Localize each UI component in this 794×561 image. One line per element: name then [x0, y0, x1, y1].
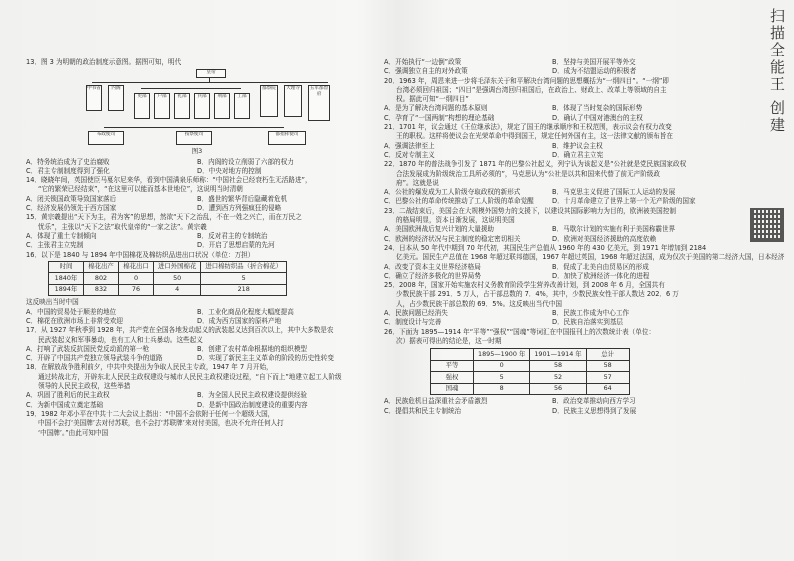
- table-cell: 8: [474, 383, 530, 395]
- q22-option-c: C．巴黎公社的革命传统推动了工人阶级的革命觉醒: [384, 197, 534, 206]
- q19-options: [384, 58, 720, 77]
- q18-line-2: 通过转战北方，开辟东北人民民主政权建设与城市人民民主政权建设过程，“自下而上”地建立起工人阶级: [38, 372, 342, 381]
- diagram-node-dudu: 五军都督府: [308, 85, 330, 121]
- left-column: [26, 58, 368, 438]
- q16-option-d: D．成为西方国家的原料产地: [197, 316, 282, 325]
- table-header-cell: [431, 349, 474, 361]
- q13-stem: 13．图 3 为明朝的政治制度示意图。据图可知，明代: [26, 58, 182, 66]
- q23-option-d: D．欧洲对美国经济援助的高度依赖: [552, 234, 656, 243]
- q19-option-d: D．成为不结盟运动的积极者: [552, 67, 637, 76]
- q21-line-1: 21．1701 年，议会通过《王位继承法》，规定了国王的继承顺序和王权范围，表示议会有权力改变: [384, 123, 672, 132]
- q15-line-2: 忧乐”，主张以“天下之法”取代皇帝的“一家之法”。黄宗羲: [38, 222, 207, 231]
- q15-option-d: D．开启了思想启蒙的先河: [197, 241, 275, 250]
- q24-option-d: D．加快了欧洲经济一体化的进程: [552, 271, 650, 280]
- q23-line-2: 的格局明显，资本日渐发展，这说明美国: [396, 216, 515, 225]
- table-row: [49, 284, 287, 296]
- table-cell: 50: [154, 273, 201, 285]
- q21-option-b: B．维护议会主权: [552, 141, 603, 150]
- q14-option-b: B．盛世的繁华背后隐藏着危机: [197, 194, 288, 203]
- q16-option-a: A．中国的贸易处于顺差的地位: [26, 307, 117, 316]
- q21-option-c: C．反对专制主义: [384, 150, 435, 159]
- diagram-node-hu: 户部: [154, 93, 170, 119]
- q15-option-b: B．反对君主的专制统治: [197, 231, 268, 240]
- q15-line-1: 15．黄宗羲提出“天下为主，君为客”的思想，然欲“天下之治乱，不在一姓之兴亡，而在万民之: [26, 213, 302, 222]
- q23-option-b: B．马歇尔计划的实施有利于美国称霸世界: [552, 225, 676, 234]
- q25-option-a: A．民族问题已经消失: [384, 309, 448, 318]
- q19-line-3: ‘中国牌’。”由此可知中国: [38, 428, 109, 437]
- table-cell: 4: [154, 284, 201, 296]
- table-header-cell: 1895—1900 年: [474, 349, 530, 361]
- table-cell: 0: [119, 273, 154, 285]
- diagram-node-top: 皇帝: [196, 69, 226, 78]
- q26-line-2: 次）据表可得出的结论是，这一时期: [396, 336, 502, 345]
- q18-line-3: 领导的人民民主政权，这些举措: [38, 382, 131, 391]
- q16-tail: 这反映出当时中国: [26, 298, 79, 307]
- diagram-caption: 图3: [191, 147, 203, 156]
- table-cell: 5: [201, 273, 287, 285]
- diagram-node-buzheng: 布政使司: [88, 131, 124, 145]
- q20-line-2: 台湾必须回归祖国；“四目”是强调台湾回归祖国后，在政治上、财政上、改革上等领域的自主: [396, 85, 667, 94]
- q24-line-1: 24．日本从 50 年代中期到 70 年代初，其国民生产总值从 1960 年的 430 亿美元，到 1971 年增加到 2184: [384, 243, 707, 252]
- q15-options: [26, 232, 368, 251]
- q17-line-1: 17．从 1927 年秋季到 1928 年，共产党在全国各地发动起义的武装起义达到百次以上，其中大多数是农: [26, 326, 334, 335]
- scanner-watermark: 扫描全能王 创建: [768, 8, 786, 134]
- term-frequency-table: [430, 348, 630, 395]
- diagram-node-duzhihui: 都指挥使司: [268, 131, 306, 145]
- q25-line-3: 人，占少数民族干部总数的 69．5%。这反映出当代中国: [396, 299, 563, 308]
- q25-option-b: B．民族工作成为中心工作: [552, 309, 630, 318]
- q14-line-1: 14．晓晓年间，英国使臣马戛尔尼来华，看到中国满泉乐师称：“中国社会已经衰朽生无活路进”，: [26, 176, 312, 185]
- q20-option-c: C．孕育了“一国两制”构想的理论基础: [384, 113, 495, 122]
- table-cell: 58: [530, 360, 586, 372]
- table-cell: 1894年: [49, 284, 84, 296]
- q20-option-b: B．体现了当时复杂的国际形势: [552, 104, 643, 113]
- table-cell: 64: [586, 383, 629, 395]
- table-cell: 57: [586, 372, 629, 384]
- qr-code-icon: [750, 208, 784, 242]
- table-cell: 58: [586, 360, 629, 372]
- q24-line-2: 亿美元。国民生产总值在 1968 年超过联邦德国，1967 年超过英国，1968 年超过法国，成为仅次于美国的第二经济大国，日本经济: [396, 253, 785, 262]
- q16-stem: 16．以下是 1840 与 1894 年中国棉花及棉纺织品进出口状况（单位：万担）: [26, 250, 255, 259]
- q25-option-c: C．制度设计与完善: [384, 318, 442, 327]
- table-cell: 5: [474, 372, 530, 384]
- diagram-node-dali: 大理寺: [284, 85, 302, 117]
- table-header-cell: 棉花出产: [84, 261, 119, 273]
- table-header-cell: 总计: [586, 349, 629, 361]
- q19-line-1: 19．1982 年邓小平在中共十二大会议上指出：“中国不会依附于任何一个超级大国，: [26, 409, 275, 418]
- q19-line-2: 中国不会打‘美国牌’去对付苏联，也不会打‘苏联牌’来对付美国，也决不允许任何人打: [38, 419, 284, 428]
- q24-option-a: A．改变了资本主义世界经济格局: [384, 262, 481, 271]
- table-row: [431, 383, 630, 395]
- q13-option-c: C．君主专制制度得到了强化: [26, 166, 110, 175]
- table-row: [49, 273, 287, 285]
- q20-option-d: D．确认了中国对港澳台的主权: [552, 113, 643, 122]
- q18-option-c: C．为新中国成立奠定基础: [26, 400, 104, 409]
- table-cell: 832: [84, 284, 119, 296]
- q26-option-b: B．政治变革推动向西方学习: [552, 397, 636, 406]
- q18-option-a: A．巩固了胜利后的民主政权: [26, 391, 110, 400]
- table-header-cell: 进口外国棉花: [154, 261, 201, 273]
- diagram-node-ducha: 都察院: [260, 85, 278, 117]
- q14-option-c: C．经济发展仍领先于西方国家: [26, 204, 117, 213]
- q19-option-b: B．坚持与美国开展平等外交: [552, 58, 636, 66]
- q26-option-a: A．民族危机日益深重社会矛盾激烈: [384, 397, 488, 406]
- q22-option-d: D．十月革命建立了世界上第一个无产阶级的国家: [552, 197, 696, 206]
- q22-option-b: B．马克思主义促进了国际工人运动的发展: [552, 188, 676, 197]
- q21-options: [384, 142, 720, 161]
- diagram-node-zhongshu: 中书省: [86, 85, 102, 111]
- q13-option-d: D．中央对地方的控制: [197, 166, 262, 175]
- q14-line-2: “它的繁荣已经结束”，“在这里可以能而基本世地位”，这说明当时清朝: [38, 185, 243, 194]
- diagram-node-xing: 刑部: [214, 93, 230, 119]
- table-header-row: [49, 261, 287, 273]
- q17-option-b: B．创建了农村革命根据地的组织模型: [197, 344, 308, 353]
- table-cell: 218: [201, 284, 287, 296]
- q25-line-2: 少数民族干部 291．5 万人，占干部总数的 7．4%，其中，少数民族女性干部人数达 202．6 万: [396, 290, 679, 299]
- table-cell: 56: [530, 383, 586, 395]
- q19-option-c: C．强调独立自主的对外政策: [384, 67, 468, 76]
- table-header-row: [431, 349, 630, 361]
- q26-option-c: C．提倡共和民主专制统治: [384, 406, 462, 415]
- q24-option-b: B．促成了北美自由贸易区的形成: [552, 262, 649, 271]
- table-cell: 平等: [431, 360, 474, 372]
- q21-option-d: D．确立君主立宪: [552, 150, 604, 159]
- diagram-node-neige: 内阁: [108, 85, 124, 111]
- table-cell: 802: [84, 273, 119, 285]
- q18-option-b: B．为全国人民民主政权建设提供经验: [197, 391, 308, 400]
- q16-option-c: C．棉花在欧洲市场上非常受欢迎: [26, 316, 123, 325]
- q15-option-a: A．体现了重土专制倾向: [26, 231, 97, 240]
- table-row: [431, 360, 630, 372]
- q21-line-2: 王的职权。这样将使议会在光荣革命中得到国王，规定任何外国有主，这一法律文献的颁布旨在: [396, 132, 673, 141]
- q16-options: [26, 308, 368, 327]
- q22-line-1: 22．1870 年的普法战争引发了 1871 年的巴黎公社起义，列宁认为该起义是“公社就是党民族国家政权: [384, 160, 687, 169]
- q20-option-a: A．是为了解决台湾问题的基本原则: [384, 104, 488, 113]
- table-cell: 76: [119, 284, 154, 296]
- ming-political-system-diagram: [84, 69, 334, 147]
- q15-option-c: C．主张君主立宪制: [26, 241, 84, 250]
- q18-option-d: D．是新中国政治制度建设的重要内容: [197, 400, 308, 409]
- q23-line-1: 23．二战结束后，美国会在大规模外国势力的支援下，以建设其国际影响力为目的，欧洲被美国控制: [384, 206, 676, 215]
- q14-option-d: D．遭到西方列强疯狂的侵略: [197, 204, 282, 213]
- diagram-node-bing: 兵部: [194, 93, 210, 119]
- q22-options: [384, 188, 720, 207]
- q25-options: [384, 309, 720, 328]
- q19-option-a: A．开始执行“一边倒”政策: [384, 58, 462, 66]
- table-header-cell: 1901—1914 年: [530, 349, 586, 361]
- table-cell: 0: [474, 360, 530, 372]
- q17-line-2: 民武装起义和军事暴动，也有工人和士兵暴动。这些起义: [38, 335, 203, 344]
- q17-option-a: A．打响了武装反抗国民党反动派的第一枪: [26, 344, 150, 353]
- q18-line-1: 18．在解放战争胜利前夕，中共中央提出为争取人民民主专政，1947 年 7 月开始，: [26, 363, 273, 372]
- diagram-node-gong: 工部: [234, 93, 250, 119]
- q24-options: [384, 263, 720, 282]
- table-cell: 强权: [431, 372, 474, 384]
- q25-line-1: 25．2008 年，国家开始实施农村义务教育阶段学生营养改善计划，到 2008 年 6 月，全国共有: [384, 281, 665, 290]
- q17-option-d: D．实现了新民主主义革命的阶段的历史性转变: [197, 354, 334, 363]
- table-header-cell: 棉花出口: [119, 261, 154, 273]
- diagram-node-ancha: 按察使司: [176, 131, 212, 145]
- q24-option-c: C．确立了经济多极化的世界局势: [384, 271, 481, 280]
- diagram-node-li: 吏部: [134, 93, 150, 119]
- q22-line-2: 合法发展成为阶级统治工具所必须的”，马克思认为“公社是以共和国来代替了前无产阶级政: [396, 169, 660, 178]
- q26-option-d: D．民族主义思想得到了发展: [552, 406, 637, 415]
- q18-options: [26, 391, 368, 410]
- q23-option-c: C．欧洲的经济状况与民主制度的稳定密切相关: [384, 234, 521, 243]
- diagram-node-liBu: 礼部: [174, 93, 190, 119]
- q17-option-c: C．开辟了中国共产党独立领导武装斗争的道路: [26, 354, 163, 363]
- table-header-cell: 时间: [49, 261, 84, 273]
- q17-options: [26, 345, 368, 364]
- q14-options: [26, 195, 368, 214]
- q23-options: [384, 225, 720, 244]
- q13-option-a: A．特务统治成为了史治腐败: [26, 157, 110, 166]
- q26-line-1: 26．下面为 1895—1914 年“平等”“强权”“国魂”等词汇在中国报刊上的次数统计表（单位：: [384, 327, 656, 336]
- q13-option-b: B．内阁的设立削弱了六部的权力: [197, 157, 294, 166]
- q26-options: [384, 397, 720, 416]
- q22-option-a: A．公社的爆发成为工人阶级夺取政权的新形式: [384, 188, 521, 197]
- q21-option-a: A．强调法律至上: [384, 141, 435, 150]
- q22-line-3: 府”。这就是说: [396, 178, 439, 187]
- cotton-trade-table: [48, 261, 287, 297]
- q25-option-d: D．民族自治落实到基层: [552, 318, 624, 327]
- table-cell: 国魂: [431, 383, 474, 395]
- table-header-cell: 进口棉纺织品（折合棉花）: [201, 261, 287, 273]
- table-cell: 52: [530, 372, 586, 384]
- q20-options: [384, 104, 720, 123]
- q20-line-3: 权。据此可知“一纲四目”: [396, 95, 469, 104]
- q16-option-b: B．工业化商品化程度大幅度提高: [197, 307, 294, 316]
- table-cell: 1840年: [49, 273, 84, 285]
- q23-option-a: A．美国欧洲战后复兴计划的大量援助: [384, 225, 495, 234]
- q13-options: [26, 158, 368, 177]
- table-row: [431, 372, 630, 384]
- q14-option-a: A．闭关锁国政策导致国家落后: [26, 194, 117, 203]
- q20-line-1: 20．1963 年，周恩来进一步将毛泽东关于和平解决台湾问题的思想概括为“一纲四目”。“一纲”即: [384, 76, 669, 85]
